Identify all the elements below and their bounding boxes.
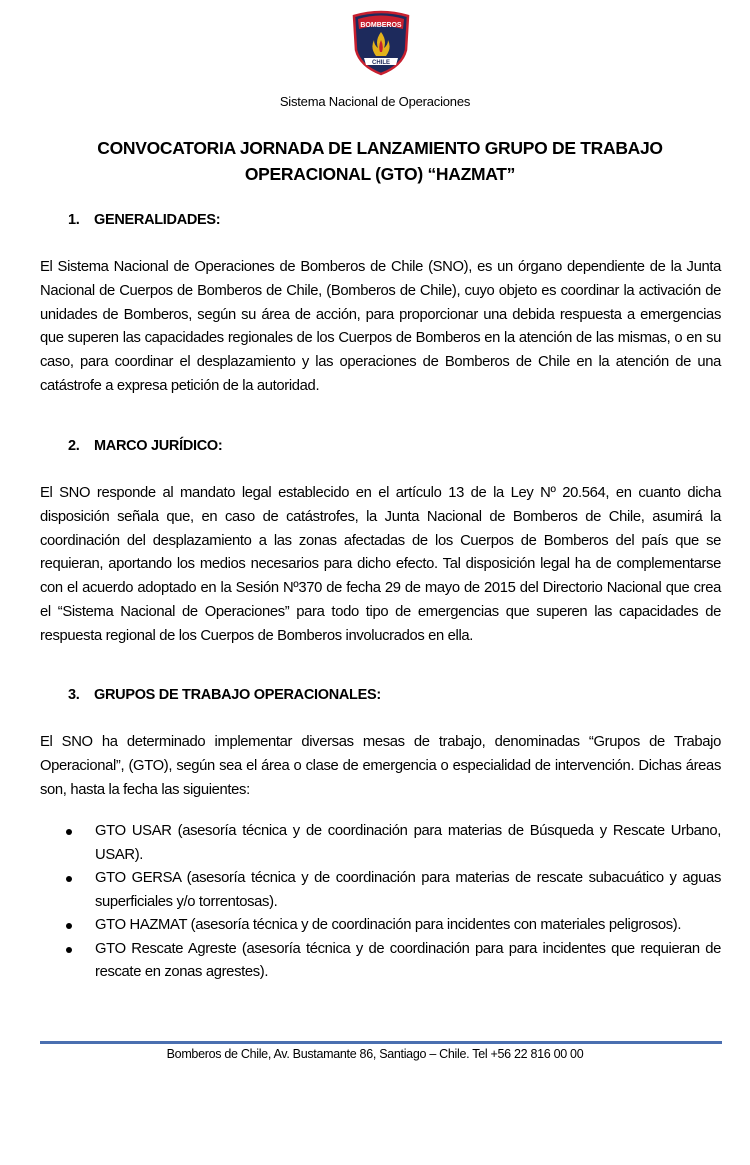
section-number: 3. xyxy=(68,687,80,703)
bullet-icon xyxy=(66,829,72,835)
section-heading-text: GENERALIDADES: xyxy=(94,212,221,228)
logo-text-bottom: CHILE xyxy=(372,60,390,66)
list-item xyxy=(40,820,721,867)
section-heading-text: GRUPOS DE TRABAJO OPERACIONALES: xyxy=(94,687,381,703)
document-title-line-1: CONVOCATORIA JORNADA DE LANZAMIENTO GRUPO DE TRABAJO xyxy=(97,138,663,158)
section-number: 2. xyxy=(68,438,80,454)
section-heading-text: MARCO JURÍDICO: xyxy=(94,438,223,454)
gto-list xyxy=(40,820,721,985)
bomberos-shield-icon xyxy=(350,10,412,76)
list-item xyxy=(40,914,721,938)
footer-address: Bomberos de Chile, Av. Bustamante 86, Santiago – Chile. Tel +56 22 816 00 00 xyxy=(166,1047,584,1061)
section-heading-grupos-trabajo xyxy=(68,687,381,703)
section-body-generalidades: El Sistema Nacional de Operaciones de Bomberos de Chile (SNO), es un órgano dependiente de la Junta Nacional de Cuerpos de Bomberos de Chile, (Bomberos de Chile), cuyo objeto es coordinar la activación de unidades de Bomberos, según su área de acción, para proporcionar una debida respuesta a emergencias que superen las capacidades regionales de los Cuerpos de Bomberos en la atención de las mismas, o en su caso, para coordinar el desplazamiento y las operaciones de Bomberos de Chile en la atención de una catástrofe a expresa petición de la autoridad. xyxy=(40,259,721,394)
bullet-icon xyxy=(66,923,72,929)
section-heading-generalidades xyxy=(68,212,220,228)
document-title xyxy=(40,135,720,187)
list-item xyxy=(40,867,721,914)
footer-divider xyxy=(40,1041,722,1044)
section-number: 1. xyxy=(68,212,80,228)
bomberos-chile-logo xyxy=(350,10,412,76)
document-subheader: Sistema Nacional de Operaciones xyxy=(279,94,471,109)
section-body-grupos-trabajo: El SNO ha determinado implementar diversas mesas de trabajo, denominadas “Grupos de Trabajo Operacional”, (GTO), según sea el área o clase de emergencia o especialidad de intervención. Dichas áreas son, hasta la fecha las siguientes: xyxy=(40,734,721,798)
list-item-text: GTO USAR (asesoría técnica y de coordinación para materias de Búsqueda y Rescate Urbano, USAR). xyxy=(95,823,721,863)
section-body-marco-juridico: El SNO responde al mandato legal establecido en el artículo 13 de la Ley Nº 20.564, en cuanto dicha disposición señala que, en caso de catástrofes, la Junta Nacional de Bomberos de Chile, asumirá la coordinación del desplazamiento a las zonas afectadas de los Cuerpos de Bomberos del país que se requieran, aportando los medios necesarios para dicho efecto. Tal disposición legal ha de complementarse con el acuerdo adoptado en la Sesión Nº370 de fecha 29 de mayo de 2015 del Directorio Nacional que crea el “Sistema Nacional de Operaciones” para todo tipo de emergencias que superen las capacidades de respuesta regional de los Cuerpos de Bomberos involucrados en ella. xyxy=(40,485,721,644)
document-title-line-2: OPERACIONAL (GTO) “HAZMAT” xyxy=(244,164,516,184)
list-item-text: GTO GERSA (asesoría técnica y de coordinación para materias de rescate subacuático y aguas superficiales y/o torrentosas). xyxy=(95,870,721,910)
section-heading-marco-juridico xyxy=(68,438,222,454)
bullet-icon xyxy=(66,947,72,953)
list-item xyxy=(40,938,721,985)
list-item-text: GTO HAZMAT (asesoría técnica y de coordinación para incidentes con materiales peligrosos). xyxy=(95,917,682,933)
bullet-icon xyxy=(66,876,72,882)
logo-text-top: BOMBEROS xyxy=(360,22,402,29)
list-item-text: GTO Rescate Agreste (asesoría técnica y de coordinación para para incidentes que requieran de rescate en zonas agrestes). xyxy=(95,940,721,980)
